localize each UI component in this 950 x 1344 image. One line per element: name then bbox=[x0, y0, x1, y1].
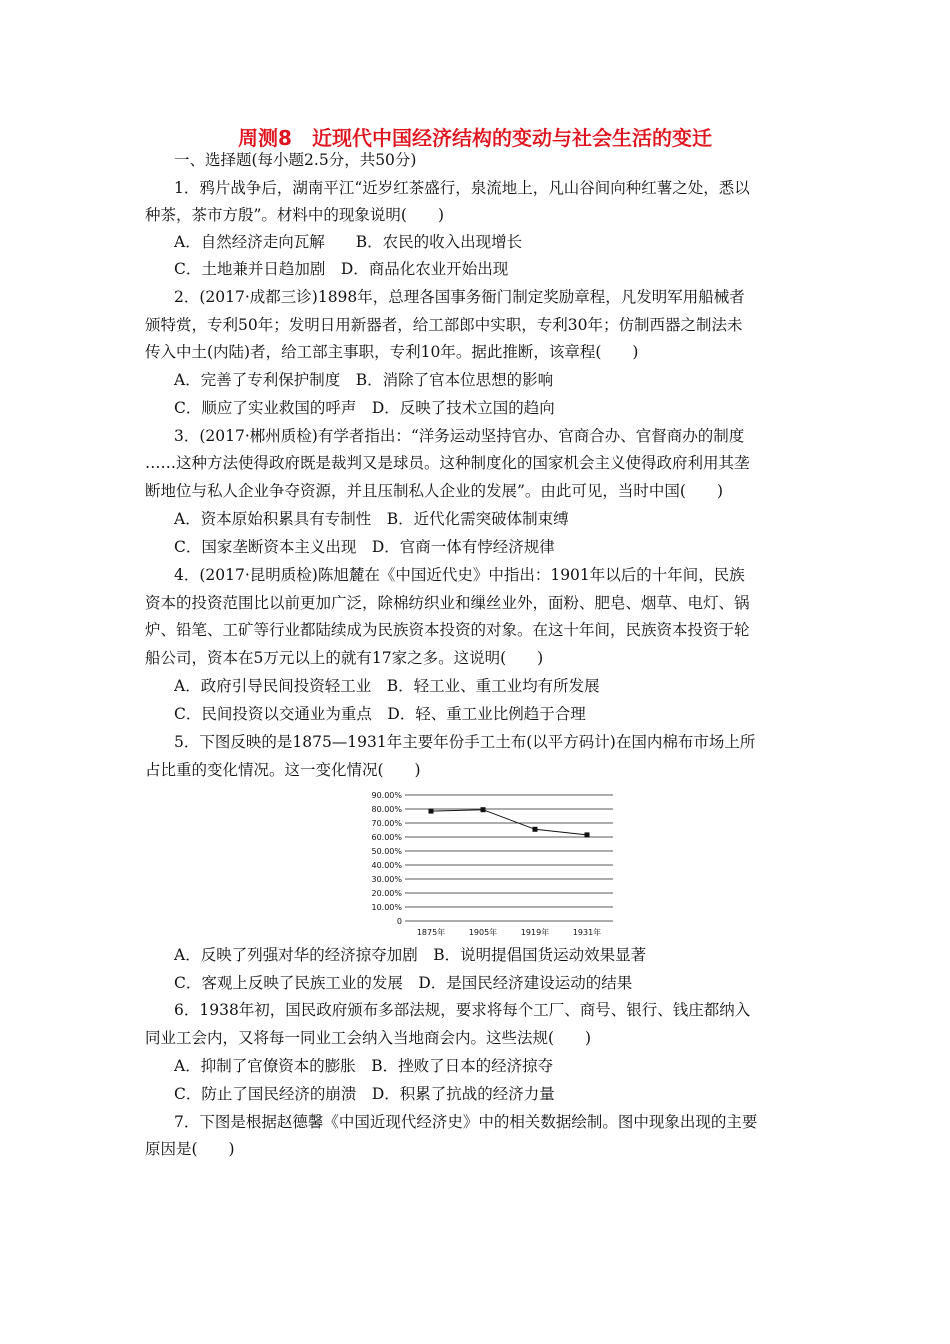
chart-y-tick-label: 0 bbox=[396, 917, 402, 926]
q5-options-ab: A．反映了列强对华的经济掠夺加剧 B．说明提倡国货运动效果显著 bbox=[174, 946, 647, 964]
q7-stem-line: 7．下图是根据赵德馨《中国近现代经济史》中的相关数据绘制。图中现象出现的主要 bbox=[174, 1113, 758, 1131]
q6-options-cd: C．防止了国民经济的崩溃 D．积累了抗战的经济力量 bbox=[174, 1085, 555, 1103]
chart-y-tick-label: 30.00% bbox=[371, 875, 402, 884]
q1-stem-line: 种茶，茶市方殷”。材料中的现象说明( ) bbox=[145, 206, 445, 224]
q3-options-cd: C．国家垄断资本主义出现 D．官商一体有悖经济规律 bbox=[174, 538, 555, 556]
chart-data-point bbox=[481, 807, 486, 812]
q2-stem-line: 颁特赏，专利50年；发明日用新器者，给工部郎中实职，专利30年；仿制西器之制法未 bbox=[145, 316, 743, 334]
chart-x-tick-label: 1875年 bbox=[416, 928, 446, 937]
q6-stem-line: 6．1938年初，国民政府颁布多部法规，要求将每个工厂、商号、银行、钱庄都纳入 bbox=[174, 1001, 751, 1019]
chart-data-point bbox=[585, 832, 590, 837]
chart-y-tick-label: 50.00% bbox=[371, 847, 402, 856]
chart-y-ticks bbox=[371, 791, 402, 926]
q1-options-cd: C．土地兼并日趋加剧 D．商品化农业开始出现 bbox=[174, 260, 509, 278]
q3-stem-line: 3．(2017·郴州质检)有学者指出：“洋务运动坚持官办、官商合办、官督商办的制度 bbox=[174, 427, 745, 445]
q1-options-ab: A．自然经济走向瓦解 B．农民的收入出现增长 bbox=[174, 233, 523, 251]
q6-stem-line: 同业工会内，又将每一同业工会纳入当地商会内。这些法规( ) bbox=[145, 1029, 592, 1047]
q2-stem-line: 传入中土(内陆)者，给工部主事职，专利10年。据此推断，该章程( ) bbox=[145, 343, 639, 361]
q4-stem-line: 4．(2017·昆明质检)陈旭麓在《中国近代史》中指出：1901年以后的十年间，民族 bbox=[174, 566, 745, 584]
chart-y-tick-label: 40.00% bbox=[371, 861, 402, 870]
q3-stem-line: 断地位与私人企业争夺资源，并且压制私人企业的发展”。由此可见，当时中国( ) bbox=[145, 482, 724, 500]
chart-y-tick-label: 20.00% bbox=[371, 889, 402, 898]
chart-x-tick-label: 1905年 bbox=[468, 928, 498, 937]
page-title: 周测8 近现代中国经济结构的变动与社会生活的变迁 bbox=[238, 126, 712, 150]
q5-options-cd: C．客观上反映了民族工业的发展 D．是国民经济建设运动的结果 bbox=[174, 974, 633, 992]
q2-options-ab: A．完善了专利保护制度 B．消除了官本位思想的影响 bbox=[174, 371, 554, 389]
chart-x-ticks bbox=[417, 927, 601, 937]
q4-stem-line: 资本的投资范围比以前更加广泛，除棉纺织业和缫丝业外，面粉、肥皂、烟草、电灯、锅 bbox=[145, 594, 750, 612]
chart-data-point bbox=[533, 827, 538, 832]
section-heading: 一、选择题(每小题2.5分，共50分) bbox=[174, 151, 417, 169]
q3-stem-line: ……这种方法使得政府既是裁判又是球员。这种制度化的国家机会主义使得政府利用其垄 bbox=[145, 454, 750, 472]
q4-options-ab: A．政府引导民间投资轻工业 B．轻工业、重工业均有所发展 bbox=[174, 677, 600, 695]
q4-stem-line: 炉、铅笔、工矿等行业都陆续成为民族资本投资的对象。在这十年间，民族资本投资于轮 bbox=[145, 621, 750, 639]
q4-options-cd: C．民间投资以交通业为重点 D．轻、重工业比例趋于合理 bbox=[174, 705, 586, 723]
chart-data-point bbox=[429, 809, 434, 814]
chart-y-tick-label: 80.00% bbox=[371, 805, 402, 814]
line-chart bbox=[355, 787, 625, 945]
q2-options-cd: C．顺应了实业救国的呼声 D．反映了技术立国的趋向 bbox=[174, 399, 555, 417]
q5-stem-line: 5．下图反映的是1875—1931年主要年份手工土布(以平方码计)在国内棉布市场上所 bbox=[174, 733, 756, 751]
chart-y-tick-label: 10.00% bbox=[371, 903, 402, 912]
chart-x-tick-label: 1931年 bbox=[572, 928, 602, 937]
chart-grid bbox=[405, 795, 613, 921]
q4-stem-line: 船公司，资本在5万元以上的就有17家之多。这说明( ) bbox=[145, 649, 544, 667]
q2-stem-line: 2．(2017·成都三诊)1898年，总理各国事务衙门制定奖励章程，凡发明军用船械者 bbox=[174, 288, 745, 306]
chart-y-tick-label: 90.00% bbox=[371, 791, 402, 800]
chart-series-line bbox=[431, 810, 587, 835]
q1-stem-line: 1．鸦片战争后，湖南平江“近岁红茶盛行，泉流地上，凡山谷间向种红薯之处，悉以 bbox=[174, 179, 750, 197]
chart-y-tick-label: 60.00% bbox=[371, 833, 402, 842]
q6-options-ab: A．抑制了官僚资本的膨胀 B．挫败了日本的经济掠夺 bbox=[174, 1057, 554, 1075]
q3-options-ab: A．资本原始积累具有专制性 B．近代化需突破体制束缚 bbox=[174, 510, 569, 528]
q7-stem-line: 原因是( ) bbox=[145, 1140, 235, 1158]
chart-y-tick-label: 70.00% bbox=[371, 819, 402, 828]
chart-x-tick-label: 1919年 bbox=[520, 928, 550, 937]
q5-stem-line: 占比重的变化情况。这一变化情况( ) bbox=[145, 761, 421, 779]
